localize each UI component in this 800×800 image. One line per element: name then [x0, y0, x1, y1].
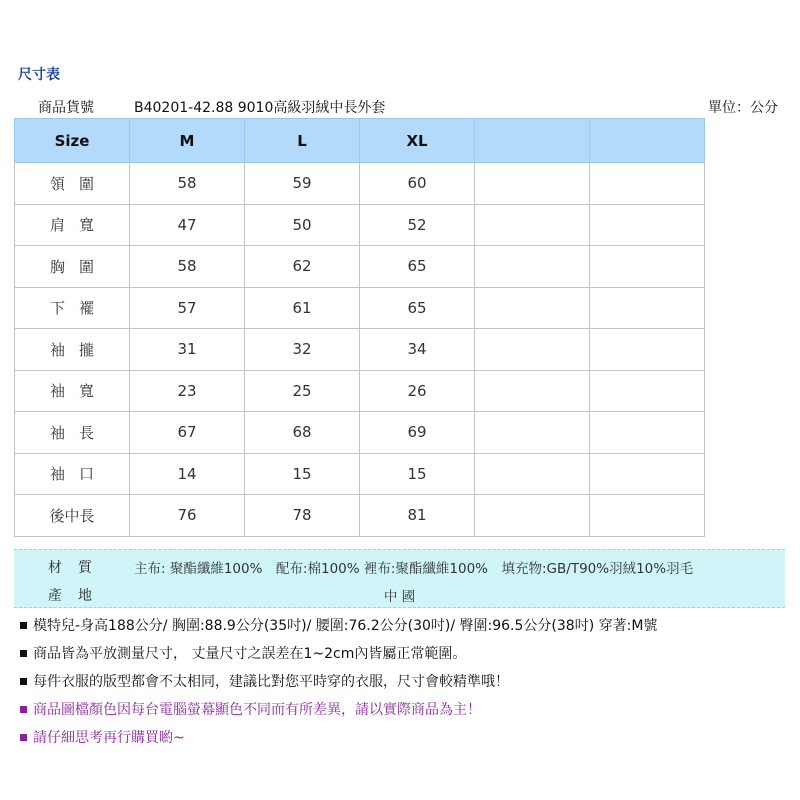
table-cell: 69 [360, 412, 475, 454]
table-cell: 34 [360, 329, 475, 371]
table-cell: 76 [130, 495, 245, 537]
table-cell: 78 [245, 495, 360, 537]
note-item [20, 668, 657, 696]
bullet-square-icon [20, 622, 27, 629]
header-m: M [130, 119, 245, 163]
table-cell [475, 370, 590, 412]
unit-label: 單位：公分 [708, 100, 778, 116]
row-label: 袖攏 [15, 329, 130, 371]
table-cell [475, 163, 590, 205]
table-row [15, 412, 705, 454]
table-cell: 47 [130, 204, 245, 246]
table-row [15, 495, 705, 537]
table-cell [590, 204, 705, 246]
bullet-square-icon [20, 706, 27, 713]
table-cell [590, 453, 705, 495]
row-label: 袖長 [15, 412, 130, 454]
header-empty [475, 119, 590, 163]
row-label: 下襬 [15, 287, 130, 329]
table-cell [590, 246, 705, 288]
table-cell [475, 246, 590, 288]
note-text: 模特兒-身高188公分/ 胸圍:88.9公分(35吋)/ 腰圍:76.2公分(30吋)/ 臀圍:96.5公分(38吋) 穿著:M號 [33, 618, 658, 634]
row-label: 後中長 [15, 495, 130, 537]
row-label: 袖寬 [15, 370, 130, 412]
note-text: 每件衣服的版型都會不太相同，建議比對您平時穿的衣服，尺寸會較精準哦！ [33, 674, 509, 690]
table-row [15, 329, 705, 371]
notes-list [20, 612, 657, 752]
table-cell [475, 453, 590, 495]
note-item [20, 612, 657, 640]
row-label: 領圍 [15, 163, 130, 205]
size-table-header [15, 119, 705, 163]
table-cell: 59 [245, 163, 360, 205]
table-cell: 60 [360, 163, 475, 205]
table-cell [590, 329, 705, 371]
bullet-square-icon [20, 678, 27, 685]
table-cell: 23 [130, 370, 245, 412]
table-cell: 58 [130, 246, 245, 288]
material-value: 主布: 聚酯纖維100% 配布:棉100% 裡布:聚酯纖維100% 填充物:GB/T90%羽絨10%羽毛 [134, 561, 694, 577]
header-xl: XL [360, 119, 475, 163]
origin-label: 產地 [48, 588, 108, 604]
table-cell: 58 [130, 163, 245, 205]
size-table [14, 118, 705, 537]
header-size: Size [15, 119, 130, 163]
table-cell: 68 [245, 412, 360, 454]
table-row [15, 370, 705, 412]
note-item [20, 640, 657, 668]
table-cell: 65 [360, 246, 475, 288]
row-label: 胸圍 [15, 246, 130, 288]
note-text: 商品圖檔顏色因每台電腦螢幕顯色不同而有所差異，請以實際商品為主！ [33, 702, 481, 718]
header-empty [590, 119, 705, 163]
table-cell: 26 [360, 370, 475, 412]
page-title: 尺寸表 [18, 67, 60, 83]
table-cell: 50 [245, 204, 360, 246]
table-cell: 57 [130, 287, 245, 329]
origin-value: 中 國 [383, 589, 416, 605]
table-cell [590, 495, 705, 537]
table-cell: 81 [360, 495, 475, 537]
table-cell: 32 [245, 329, 360, 371]
product-name: B40201-42.88 9010高級羽絨中長外套 [134, 100, 386, 116]
table-cell: 14 [130, 453, 245, 495]
bullet-square-icon [20, 734, 27, 741]
row-label: 肩寬 [15, 204, 130, 246]
table-cell: 67 [130, 412, 245, 454]
table-cell [475, 495, 590, 537]
table-row [15, 453, 705, 495]
table-cell: 62 [245, 246, 360, 288]
table-row [15, 287, 705, 329]
table-row [15, 204, 705, 246]
table-row [15, 163, 705, 205]
note-item [20, 696, 657, 724]
product-number-label: 商品貨號 [38, 100, 94, 116]
note-text: 請仔細思考再行購買喲~ [33, 730, 185, 746]
table-cell: 52 [360, 204, 475, 246]
table-cell: 61 [245, 287, 360, 329]
table-cell [475, 412, 590, 454]
table-cell [475, 329, 590, 371]
material-label: 材質 [48, 560, 108, 576]
table-cell: 15 [245, 453, 360, 495]
row-label: 袖口 [15, 453, 130, 495]
note-text: 商品皆為平放測量尺寸， 丈量尺寸之誤差在1~2cm內皆屬正常範圍。 [33, 646, 467, 662]
table-cell [475, 287, 590, 329]
table-cell [590, 163, 705, 205]
note-item [20, 724, 657, 752]
bullet-square-icon [20, 650, 27, 657]
table-row [15, 246, 705, 288]
table-cell: 25 [245, 370, 360, 412]
table-cell [475, 204, 590, 246]
table-cell [590, 370, 705, 412]
table-cell [590, 287, 705, 329]
table-cell [590, 412, 705, 454]
header-l: L [245, 119, 360, 163]
table-cell: 15 [360, 453, 475, 495]
material-section [14, 549, 785, 608]
table-cell: 31 [130, 329, 245, 371]
table-cell: 65 [360, 287, 475, 329]
